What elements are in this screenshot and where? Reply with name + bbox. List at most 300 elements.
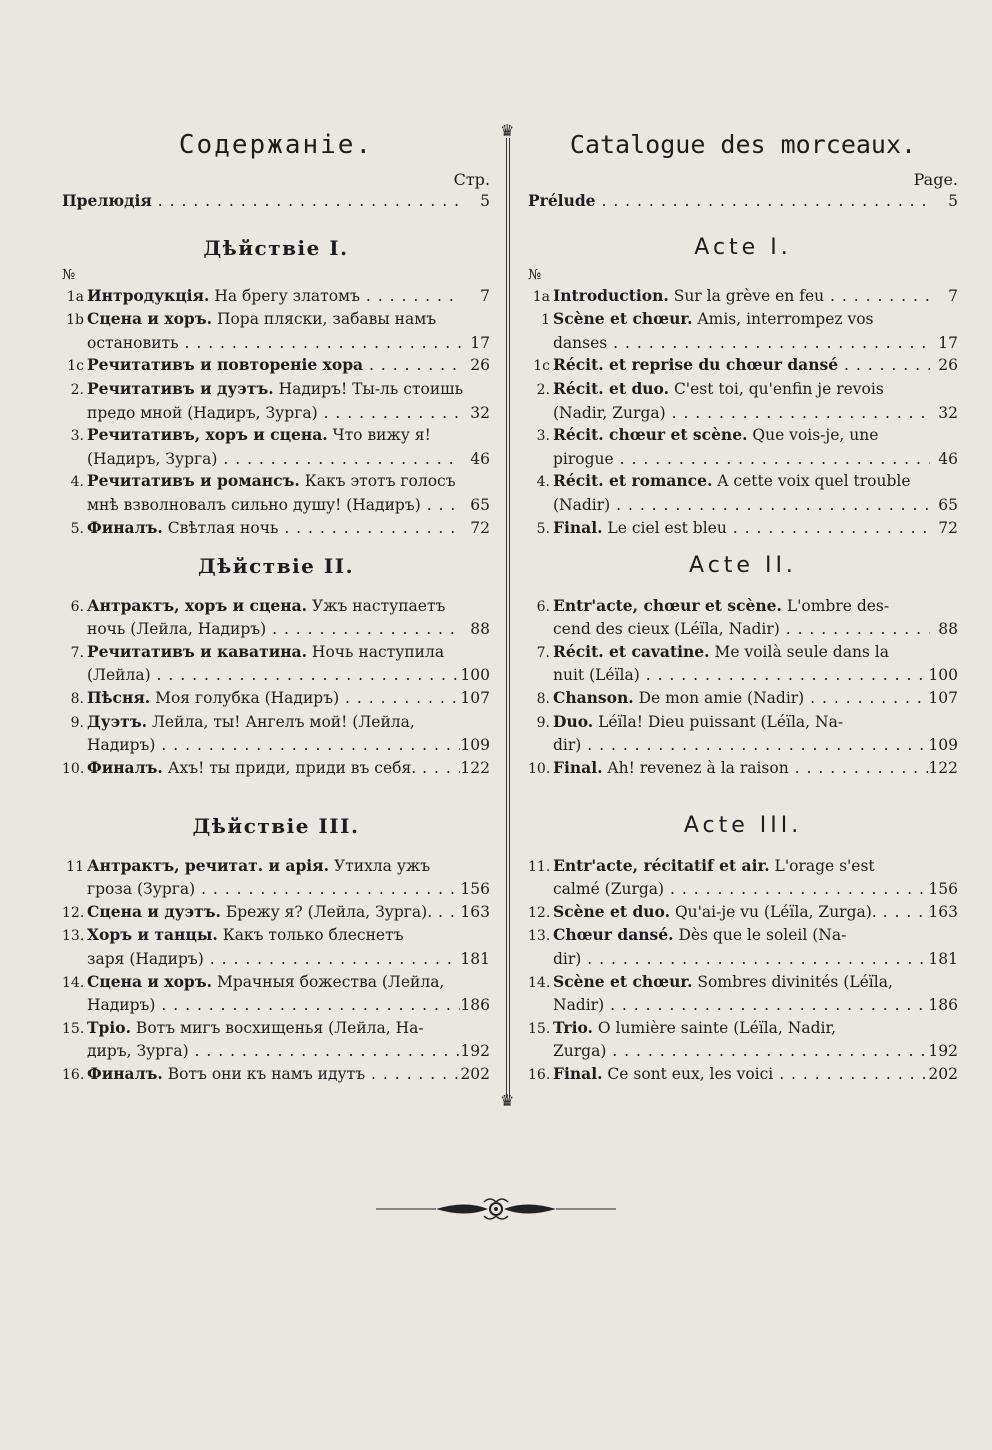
toc-entry bbox=[528, 687, 958, 711]
entry-page: 7 bbox=[480, 286, 490, 305]
entry-page: 186 bbox=[460, 996, 490, 1015]
entry-title: Final. bbox=[553, 1063, 603, 1083]
entry-number: 1a bbox=[66, 288, 84, 305]
entry-text bbox=[553, 308, 958, 331]
entry-page: 46 bbox=[938, 449, 958, 468]
column-divider bbox=[500, 120, 515, 1110]
entry-page: 109 bbox=[928, 736, 958, 755]
toc-entry bbox=[62, 424, 490, 470]
entry-page: 181 bbox=[928, 949, 958, 968]
entry-description: (Лейла) bbox=[87, 666, 151, 685]
entry-number: 11. bbox=[528, 858, 551, 875]
toc-entry bbox=[528, 470, 958, 516]
entry-description: Утихла ужъ bbox=[329, 856, 431, 875]
entry-description: C'est toi, qu'enfin je revois bbox=[669, 379, 884, 398]
toc-entry bbox=[528, 711, 958, 757]
entry-text bbox=[553, 711, 958, 734]
entry-description: Мрачныя божества (Лейла, bbox=[212, 972, 445, 991]
entry-text bbox=[553, 470, 958, 493]
entry-title: Сцена и хоръ. bbox=[87, 309, 213, 329]
entry-line bbox=[62, 424, 490, 448]
entry-title: Сцена и хоръ. bbox=[87, 971, 213, 991]
entry-text bbox=[553, 517, 930, 540]
entry-title: Речитативъ, хоръ и сцена. bbox=[87, 425, 328, 445]
entry-number: 7. bbox=[70, 644, 84, 661]
entry-text bbox=[87, 734, 460, 757]
entry-text bbox=[87, 332, 462, 355]
entry-line bbox=[528, 308, 958, 332]
entry-text bbox=[87, 1017, 490, 1040]
entry-number: 7. bbox=[536, 644, 550, 661]
toc-entry bbox=[528, 855, 958, 901]
entry-number: 12. bbox=[62, 904, 85, 921]
entry-description: dir) bbox=[553, 736, 582, 755]
entry-description: Брежу я? (Лейла, Зурга). bbox=[220, 902, 433, 921]
french-toc-title: Catalogue des morceaux. bbox=[569, 130, 917, 159]
act-title: Дѣйствіе II. bbox=[197, 553, 355, 578]
entry-description: A cette voix quel trouble bbox=[712, 472, 911, 491]
entry-line bbox=[62, 711, 490, 735]
entry-line bbox=[62, 517, 490, 541]
entry-text bbox=[87, 664, 460, 687]
entry-number: 8. bbox=[536, 690, 550, 707]
russian-toc-title: Содержаніе. bbox=[178, 130, 374, 160]
entry-page: 26 bbox=[470, 356, 490, 375]
entry-page: 100 bbox=[928, 666, 958, 685]
toc-entry bbox=[62, 354, 490, 378]
entry-description: Sur la grève en feu bbox=[668, 286, 825, 305]
entry-line bbox=[528, 424, 958, 448]
entry-description: гроза (Зурга) bbox=[87, 880, 196, 899]
entry-description: Que vois-je, une bbox=[747, 426, 879, 445]
entry-page: 109 bbox=[460, 736, 490, 755]
entry-number: 9. bbox=[70, 714, 84, 731]
entry-continuation bbox=[528, 618, 958, 641]
entry-description: Ah! revenez à la raison bbox=[602, 758, 789, 777]
spacer bbox=[528, 583, 958, 595]
entry-page: 202 bbox=[460, 1064, 490, 1083]
entry-text bbox=[553, 901, 928, 924]
entry-title: Entr'acte, chœur et scène. bbox=[553, 595, 782, 615]
entry-page: 17 bbox=[938, 333, 958, 352]
entry-number: 1c bbox=[533, 358, 550, 375]
entry-line bbox=[528, 595, 958, 619]
entry-page: 192 bbox=[460, 1042, 490, 1061]
entry-continuation bbox=[62, 494, 490, 517]
entry-page: 32 bbox=[938, 403, 958, 422]
entry-continuation bbox=[528, 448, 958, 471]
entry-text bbox=[87, 855, 490, 878]
entry-text bbox=[87, 948, 460, 971]
entry-page: 122 bbox=[928, 758, 958, 777]
toc-entry bbox=[528, 901, 958, 925]
entry-description: остановить bbox=[87, 333, 179, 352]
toc-entry bbox=[62, 901, 490, 925]
entry-number: 2. bbox=[536, 381, 550, 398]
prelude-title: Прелюдія bbox=[62, 191, 152, 210]
entry-page: 122 bbox=[460, 758, 490, 777]
entry-page: 7 bbox=[948, 286, 958, 305]
entry-text bbox=[87, 757, 460, 780]
entry-description: Zurga) bbox=[553, 1042, 607, 1061]
entry-description: Amis, interrompez vos bbox=[692, 310, 874, 329]
entry-text bbox=[553, 757, 928, 780]
entry-text bbox=[553, 855, 958, 878]
entry-text bbox=[87, 424, 490, 447]
entry-text bbox=[553, 285, 930, 308]
entry-line bbox=[62, 1017, 490, 1041]
entry-text bbox=[87, 378, 490, 401]
entry-description: (Надиръ, Зурга) bbox=[87, 449, 218, 468]
prelude-page: 5 bbox=[480, 192, 490, 210]
toc-entry bbox=[528, 757, 958, 781]
entry-page: 26 bbox=[938, 356, 958, 375]
entry-line bbox=[528, 901, 958, 925]
entry-text bbox=[87, 878, 460, 901]
entry-page: 163 bbox=[460, 902, 490, 921]
entry-description: nuit (Léïla) bbox=[553, 666, 640, 685]
entry-title: Chanson. bbox=[553, 687, 634, 707]
entry-number: 9. bbox=[536, 714, 550, 731]
entry-text bbox=[87, 595, 490, 618]
act-section bbox=[62, 549, 490, 781]
entry-text bbox=[87, 641, 490, 664]
entry-description: мнѣ взволновалъ сильно душу! (Надиръ) bbox=[87, 495, 421, 514]
entry-description: Моя голубка (Надиръ) bbox=[150, 688, 340, 707]
toc-entry bbox=[528, 1017, 958, 1063]
entry-continuation bbox=[528, 734, 958, 757]
entry-number: 1 bbox=[541, 312, 550, 329]
entry-text bbox=[87, 448, 462, 471]
entry-number: 2. bbox=[70, 381, 84, 398]
entry-continuation bbox=[528, 402, 958, 425]
entry-number: 16. bbox=[62, 1066, 85, 1083]
entry-line bbox=[62, 354, 490, 378]
entry-description: Léïla! Dieu puissant (Léïla, Na- bbox=[593, 712, 844, 731]
entry-number: 5. bbox=[536, 520, 550, 537]
entry-continuation bbox=[62, 734, 490, 757]
entry-page: 202 bbox=[928, 1064, 958, 1083]
entry-number: 12. bbox=[528, 904, 551, 921]
toc-entry bbox=[528, 378, 958, 424]
entry-description: Ахъ! ты приди, приди въ себя. bbox=[162, 758, 417, 777]
entry-description: Dès que le soleil (Na- bbox=[673, 926, 847, 945]
entry-description: pirogue bbox=[553, 449, 614, 468]
prelude-title: Prélude bbox=[528, 191, 596, 210]
entry-text bbox=[87, 1063, 460, 1086]
toc-entry bbox=[62, 1063, 490, 1087]
toc-entry bbox=[62, 971, 490, 1017]
act-section bbox=[528, 809, 958, 1087]
page-column-label: Стр. bbox=[453, 170, 490, 189]
entry-description: Вотъ они къ намъ идутъ bbox=[162, 1064, 366, 1083]
entry-text bbox=[87, 1040, 460, 1063]
toc-entry bbox=[62, 641, 490, 687]
entry-page: 156 bbox=[928, 880, 958, 899]
entry-description: Qu'ai-je vu (Léïla, Zurga). bbox=[670, 902, 877, 921]
entry-description: Ночь наступила bbox=[307, 642, 445, 661]
entry-continuation bbox=[62, 332, 490, 355]
entry-description: Sombres divinités (Léïla, bbox=[692, 972, 893, 991]
entry-number: 6. bbox=[536, 598, 550, 615]
act-section bbox=[62, 809, 490, 1087]
entry-line bbox=[62, 308, 490, 332]
entry-text bbox=[87, 994, 460, 1017]
entry-description: Лейла, ты! Ангелъ мой! (Лейла, bbox=[147, 712, 415, 731]
entry-line bbox=[62, 1063, 490, 1087]
entry-line bbox=[62, 595, 490, 619]
entry-page: 107 bbox=[928, 688, 958, 707]
entry-number: 8. bbox=[70, 690, 84, 707]
entry-text bbox=[553, 971, 958, 994]
entry-description: O lumière sainte (Léïla, Nadir, bbox=[592, 1018, 837, 1037]
toc-entry bbox=[62, 285, 490, 309]
entry-text bbox=[87, 285, 462, 308]
entry-page: 72 bbox=[470, 518, 490, 537]
entry-continuation bbox=[528, 494, 958, 517]
entry-text bbox=[87, 308, 490, 331]
entry-description: L'orage s'est bbox=[769, 856, 875, 875]
entry-page: 65 bbox=[938, 495, 958, 514]
entry-number: 3. bbox=[70, 428, 84, 445]
entry-page: 163 bbox=[928, 902, 958, 921]
entry-page: 32 bbox=[470, 403, 490, 422]
entry-text bbox=[553, 878, 928, 901]
act-section bbox=[528, 549, 958, 781]
entry-title: Duo. bbox=[553, 711, 594, 731]
entry-line bbox=[528, 1063, 958, 1087]
entry-title: Речитативъ и каватина. bbox=[87, 641, 307, 661]
toc-entry bbox=[62, 687, 490, 711]
number-sign: № bbox=[528, 266, 542, 283]
entry-continuation bbox=[62, 878, 490, 901]
entry-text bbox=[553, 924, 958, 947]
toc-entry bbox=[62, 308, 490, 354]
entry-line bbox=[528, 971, 958, 995]
entry-line bbox=[62, 855, 490, 879]
entry-number: 3. bbox=[536, 428, 550, 445]
entry-page: 107 bbox=[460, 688, 490, 707]
entry-description: De mon amie (Nadir) bbox=[633, 688, 805, 707]
entry-text bbox=[553, 595, 958, 618]
entry-description: Какъ только блеснетъ bbox=[217, 926, 404, 945]
entry-description: заря (Надиръ) bbox=[87, 949, 204, 968]
ornament-flourish-icon bbox=[376, 1192, 616, 1226]
entry-line bbox=[528, 711, 958, 735]
entry-text bbox=[87, 517, 462, 540]
entry-title: Récit. et reprise du chœur dansé bbox=[553, 355, 839, 375]
toc-entry bbox=[62, 757, 490, 781]
entry-title: Final. bbox=[553, 517, 603, 537]
entry-description: danses bbox=[553, 333, 608, 352]
entry-title: Introduction. bbox=[553, 285, 669, 305]
divider-line bbox=[506, 138, 510, 1098]
entry-number: 14. bbox=[62, 974, 85, 991]
entry-title: Антрактъ, хоръ и сцена. bbox=[87, 595, 308, 615]
entry-text bbox=[553, 494, 930, 517]
entry-line bbox=[62, 971, 490, 995]
entry-description: Пора пляски, забавы намъ bbox=[212, 310, 437, 329]
entry-text bbox=[87, 901, 460, 924]
entry-line bbox=[62, 901, 490, 925]
divider-ornament-bottom-icon: ♛ bbox=[500, 1091, 515, 1110]
toc-entry bbox=[528, 424, 958, 470]
prelude-page: 5 bbox=[948, 192, 958, 210]
entry-continuation bbox=[528, 948, 958, 971]
entry-title: Тріо. bbox=[87, 1017, 131, 1037]
entry-line bbox=[528, 517, 958, 541]
entry-description: Ce sont eux, les voici bbox=[602, 1064, 774, 1083]
entry-description: Надиръ) bbox=[87, 996, 156, 1015]
entry-description: Какъ этотъ голосъ bbox=[299, 472, 456, 491]
toc-entry bbox=[528, 641, 958, 687]
entry-number: 15. bbox=[62, 1020, 85, 1037]
toc-entry bbox=[62, 470, 490, 516]
entry-number: 13. bbox=[528, 928, 551, 945]
number-sign: № bbox=[62, 266, 76, 283]
entry-continuation bbox=[62, 448, 490, 471]
entry-number: 1c bbox=[67, 358, 84, 375]
entry-page: 65 bbox=[470, 495, 490, 514]
entry-title: Scène et chœur. bbox=[553, 309, 693, 329]
entry-title: Récit. chœur et scène. bbox=[553, 425, 748, 445]
toc-entry bbox=[528, 595, 958, 641]
entry-description: Свѣтлая ночь bbox=[162, 518, 279, 537]
entry-text bbox=[553, 354, 930, 377]
entry-line bbox=[528, 757, 958, 781]
entry-continuation bbox=[528, 1040, 958, 1063]
entry-title: Финалъ. bbox=[87, 757, 163, 777]
entry-line bbox=[528, 687, 958, 711]
entry-title: Речитативъ и романсъ. bbox=[87, 471, 300, 491]
spacer bbox=[62, 583, 490, 595]
toc-entry bbox=[528, 1063, 958, 1087]
entry-description: предо мной (Надиръ, Зурга) bbox=[87, 403, 318, 422]
toc-entry bbox=[528, 285, 958, 309]
entry-title: Trio. bbox=[553, 1017, 593, 1037]
entry-title: Речитативъ и дуэтъ. bbox=[87, 378, 274, 398]
act-title: Acte II. bbox=[689, 552, 797, 578]
entry-text bbox=[87, 971, 490, 994]
entry-text bbox=[87, 494, 462, 517]
spacer bbox=[62, 843, 490, 855]
entry-title: Chœur dansé. bbox=[553, 925, 674, 945]
entry-continuation bbox=[528, 664, 958, 687]
entry-description: Надиръ) bbox=[87, 736, 156, 755]
act-title: Acte III. bbox=[683, 812, 803, 838]
french-toc-column bbox=[528, 120, 958, 1083]
entry-title: Final. bbox=[553, 757, 603, 777]
entry-text bbox=[87, 618, 462, 641]
entry-description: Надиръ! Ты-ль стоишь bbox=[273, 379, 464, 398]
entry-number: 4. bbox=[536, 474, 550, 491]
entry-description: Что вижу я! bbox=[327, 426, 431, 445]
toc-entry bbox=[62, 711, 490, 757]
entry-description: ночь (Лейла, Надиръ) bbox=[87, 620, 267, 639]
entry-page: 181 bbox=[460, 949, 490, 968]
entry-title: Речитативъ и повтореніе хора bbox=[87, 355, 364, 375]
entry-text bbox=[87, 711, 490, 734]
entry-line bbox=[528, 285, 958, 309]
entry-number: 10. bbox=[528, 760, 551, 777]
entry-number: 14. bbox=[528, 974, 551, 991]
entry-page: 17 bbox=[470, 333, 490, 352]
entry-description: (Nadir, Zurga) bbox=[553, 403, 666, 422]
entry-description: Вотъ мигъ восхищенья (Лейла, На- bbox=[131, 1018, 424, 1037]
entry-title: Антрактъ, речитат. и арія. bbox=[87, 855, 330, 875]
entry-line bbox=[62, 687, 490, 711]
entry-text bbox=[553, 618, 930, 641]
entry-number: 10. bbox=[62, 760, 85, 777]
spacer bbox=[528, 843, 958, 855]
toc-entry bbox=[528, 354, 958, 378]
entry-title: Интродукція. bbox=[87, 285, 210, 305]
prelude-entry bbox=[528, 190, 958, 213]
entry-number: 1a bbox=[532, 288, 550, 305]
entry-line bbox=[62, 924, 490, 948]
entry-line bbox=[62, 285, 490, 309]
entry-line bbox=[528, 354, 958, 378]
entry-text bbox=[87, 470, 490, 493]
act-title: Acte I. bbox=[694, 234, 792, 260]
entry-description: Le ciel est bleu bbox=[602, 518, 727, 537]
entry-title: Финалъ. bbox=[87, 1063, 163, 1083]
entry-continuation bbox=[528, 332, 958, 355]
entry-title: Дуэтъ. bbox=[87, 711, 148, 731]
page-column-label: Page. bbox=[913, 170, 958, 189]
entry-title: Scène et duo. bbox=[553, 901, 671, 921]
entry-page: 88 bbox=[938, 620, 958, 639]
toc-entry bbox=[62, 924, 490, 970]
entry-text bbox=[553, 687, 928, 710]
entry-text bbox=[87, 402, 462, 425]
entry-description: calmé (Zurga) bbox=[553, 880, 665, 899]
entry-continuation bbox=[62, 664, 490, 687]
entry-number: 4. bbox=[70, 474, 84, 491]
toc-entry bbox=[528, 924, 958, 970]
toc-entry bbox=[62, 595, 490, 641]
entry-description: dir) bbox=[553, 949, 582, 968]
entry-description: диръ, Зурга) bbox=[87, 1042, 189, 1061]
entry-text bbox=[553, 332, 930, 355]
entry-description: На брегу златомъ bbox=[209, 286, 360, 305]
entry-text bbox=[553, 734, 928, 757]
entry-continuation bbox=[62, 948, 490, 971]
entry-text bbox=[553, 402, 930, 425]
entry-description: (Nadir) bbox=[553, 495, 611, 514]
entry-title: Entr'acte, récitatif et air. bbox=[553, 855, 770, 875]
toc-entry bbox=[528, 971, 958, 1017]
act-section bbox=[62, 231, 490, 541]
entry-page: 192 bbox=[928, 1042, 958, 1061]
entry-title: Сцена и дуэтъ. bbox=[87, 901, 221, 921]
entry-page: 100 bbox=[460, 666, 490, 685]
entry-text bbox=[553, 1017, 958, 1040]
entry-continuation bbox=[528, 994, 958, 1017]
toc-entry bbox=[62, 517, 490, 541]
entry-line bbox=[528, 378, 958, 402]
entry-line bbox=[62, 378, 490, 402]
entry-text bbox=[553, 424, 958, 447]
entry-text bbox=[553, 1063, 928, 1086]
entry-text bbox=[87, 687, 460, 710]
entry-number: 15. bbox=[528, 1020, 551, 1037]
entry-line bbox=[528, 641, 958, 665]
act-title: Дѣйствіе I. bbox=[203, 235, 349, 260]
entry-number: 11 bbox=[66, 858, 84, 875]
entry-line bbox=[62, 470, 490, 494]
entry-title: Récit. et cavatine. bbox=[553, 641, 710, 661]
